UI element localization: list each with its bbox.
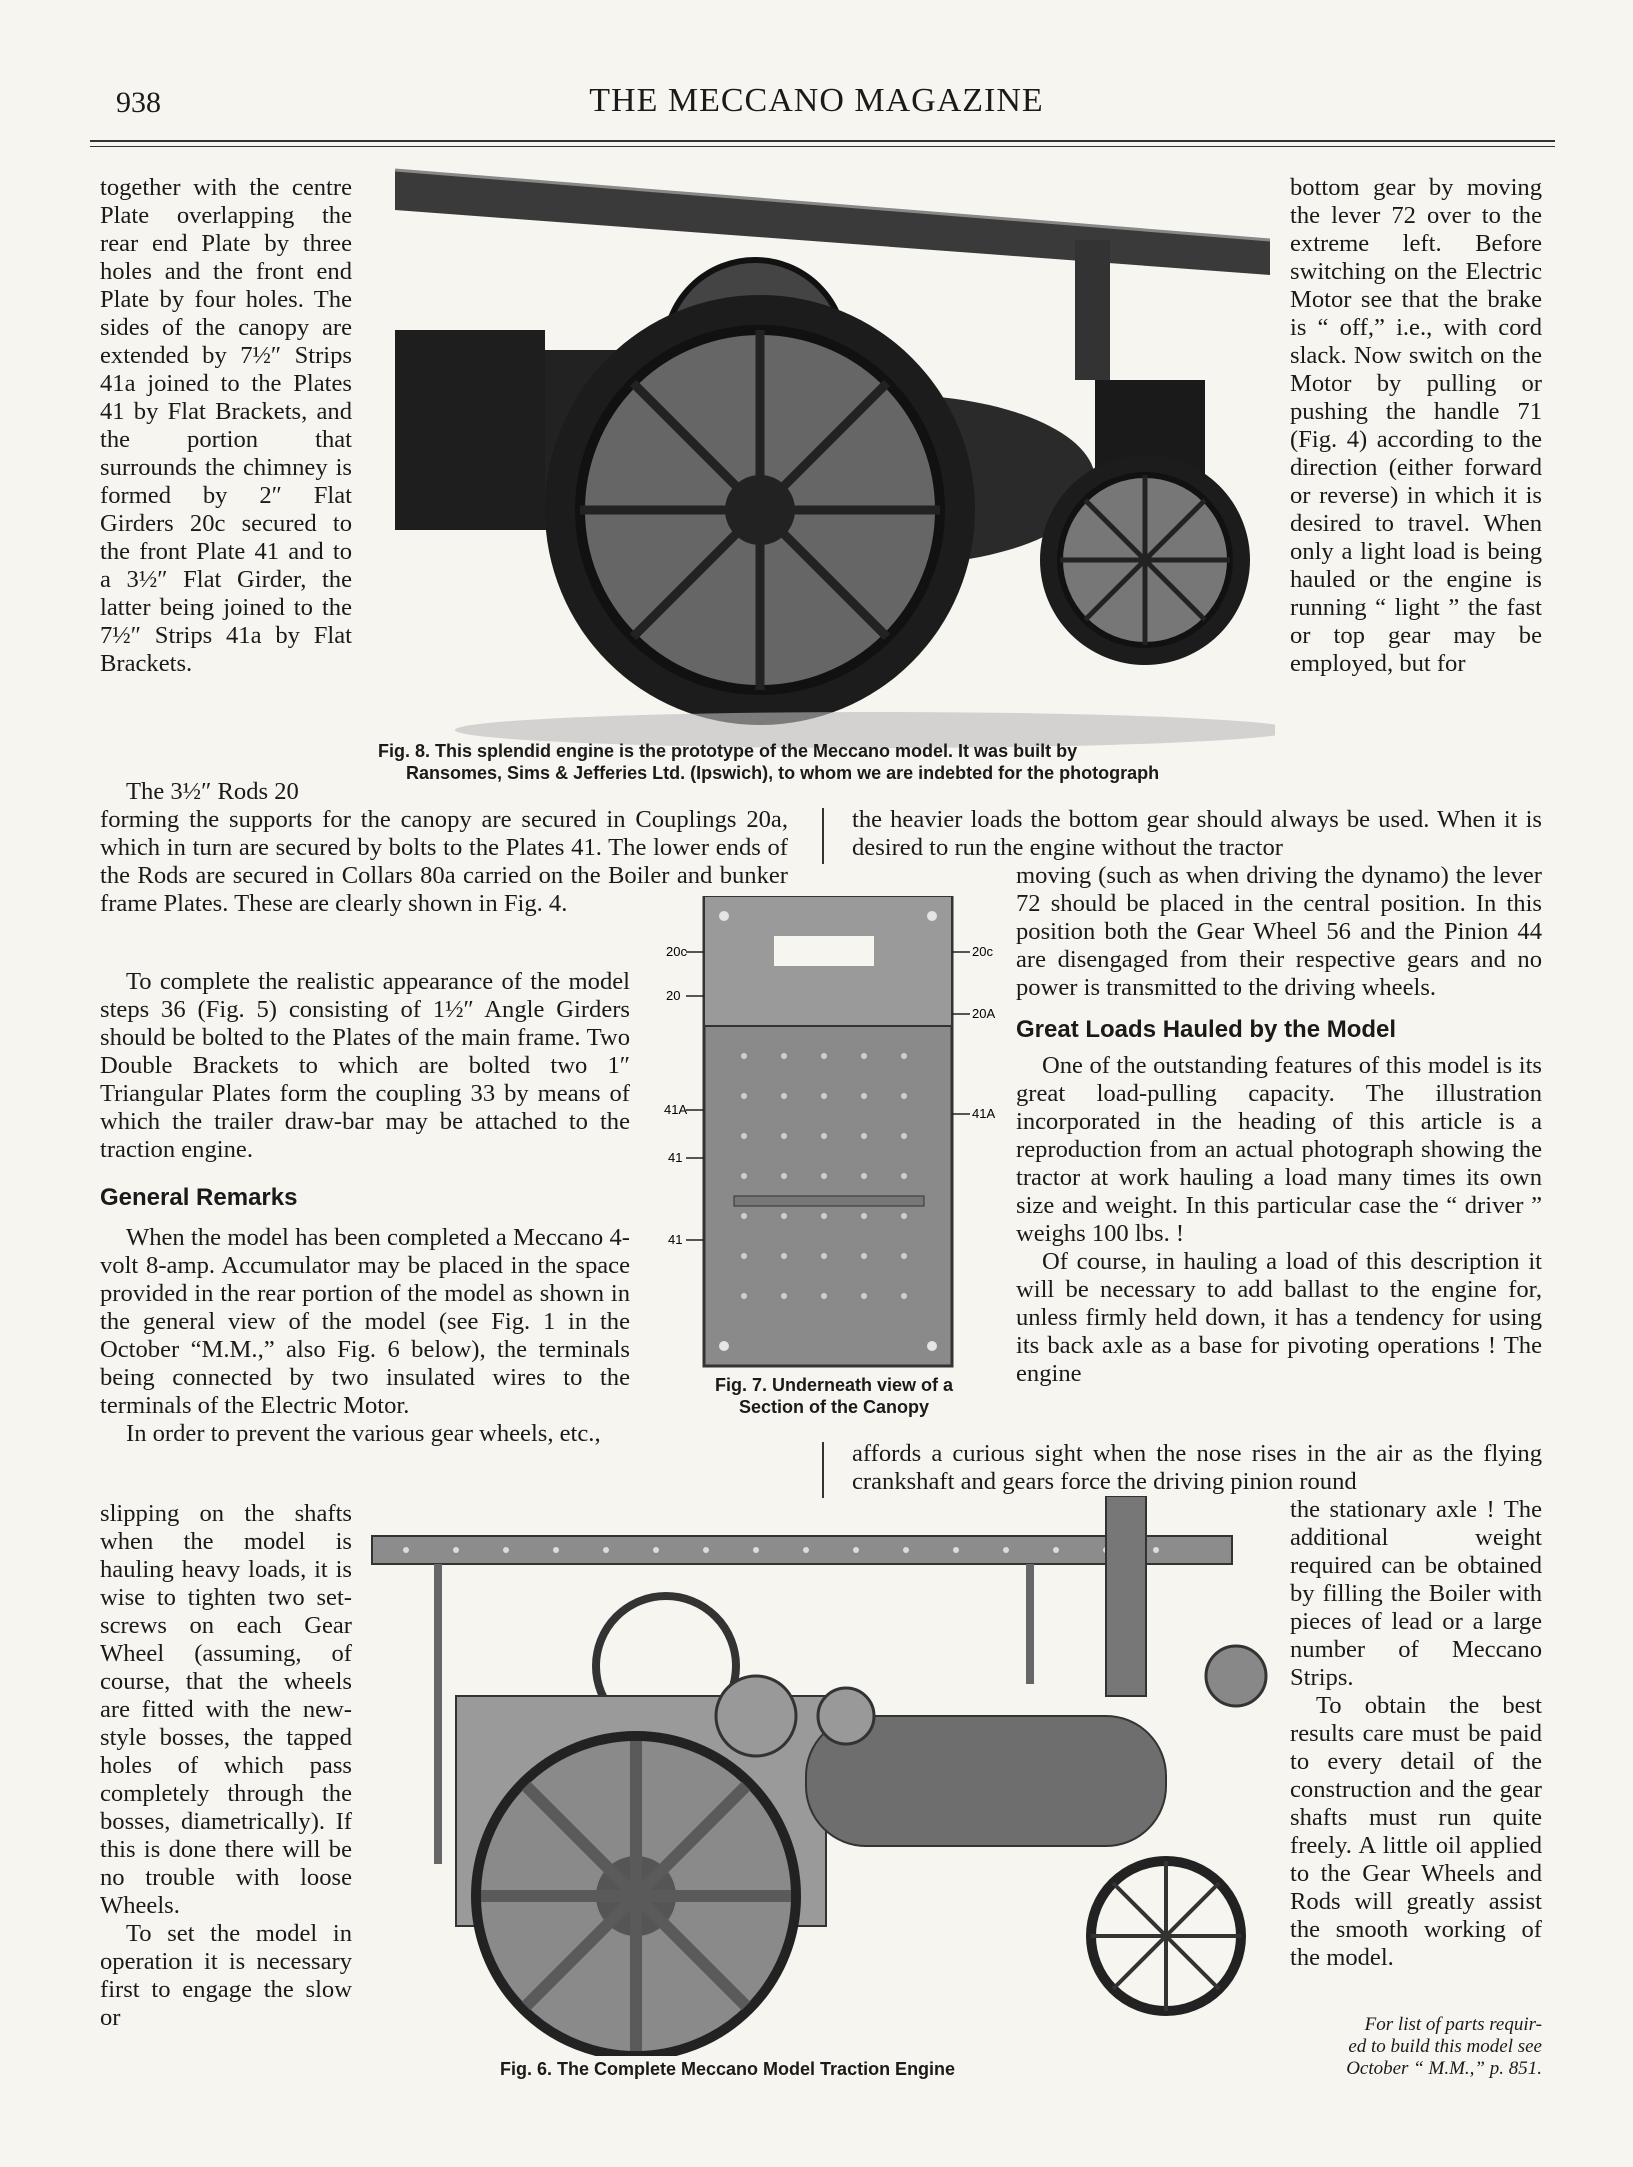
right-column-bottom (1290, 1496, 1542, 1972)
para-rods-start: The 3½″ Rods 20 (126, 778, 299, 805)
para-best-results: To obtain the best results care must be paid to every detail of the construction and the gear shafts must run quite freely. A little oil applied to the Gear Wheels and Rods will greatly assist the smooth working of the model. (1290, 1692, 1542, 1971)
fig6-meccano-model-photo (366, 1496, 1286, 2056)
heading-general-remarks: General Remarks (100, 1184, 298, 1211)
column-rule-lower (822, 1442, 824, 1498)
left-column-mid (100, 968, 630, 1448)
fig7-caption (664, 1374, 1004, 1418)
fig7-caption-line1: Fig. 7. Underneath view of a (714, 1375, 954, 1395)
left-column-bottom (100, 1500, 352, 2032)
para-dynamo: moving (such as when driving the dynamo) the lever 72 should be placed in the central position. In this position both the Gear Wheel 56 and the Pinion 44 are disengaged from their respective gears and no power is transmitted to the driving wheels. (1016, 862, 1542, 1001)
right-column-wide-top (852, 806, 1542, 862)
footnote-parts-list (1262, 2014, 1542, 2080)
fig6-caption: Fig. 6. The Complete Meccano Model Traction Engine (500, 2059, 956, 2079)
heading-great-loads: Great Loads Hauled by the Model (1016, 1016, 1397, 1043)
para-canopy-sides: together with the centre Plate overlapping the rear end Plate by three holes and the front end Plate by four holes. The sides of the canopy are extended by 7½″ Strips 41a joined to the Plates 41 by Flat Brackets, and the portion that surrounds the chimney is formed by 2″ Flat Girders 20c secured to the front Plate 41 and to a 3½″ Flat Girder, the latter being joined to the 7½″ Strips 41a by Flat Brackets. (100, 174, 352, 677)
fig7-label-20a-right: 20A (972, 1006, 996, 1021)
fig8-caption-line2: Ransomes, Sims & Jefferies Ltd. (Ipswich), to whom we are indebted for the photograph (406, 763, 1160, 783)
header-rule-thin (90, 146, 1555, 147)
fig7-caption-line2: Section of the Canopy (738, 1397, 929, 1417)
fig8-caption (378, 740, 1278, 784)
para-rods-start-wrap (100, 778, 352, 806)
para-loads: One of the outstanding features of this model is its great load-pulling capacity. The illustration incorporated in the heading of this article is a reproduction from an actual photograph showing the tractor at work hauling a load many times its own size and weight. In this particular case the “ driver ” weighs 100 lbs. ! (1016, 1052, 1542, 1247)
fig7-label-41a-left: 41A (664, 1102, 688, 1117)
para-stationary-axle: the stationary axle ! The additional weight required can be obtained by filling the Boiler with pieces of lead or a large number of Meccano Strips. (1290, 1496, 1542, 1691)
right-column-mid (1016, 862, 1542, 1388)
para-bottom-gear: bottom gear by moving the lever 72 over to the extreme left. Before switching on the Electric Motor see that the brake is “ off,” i.e., with cord slack. Now switch on the Motor by pulling or pushing the handle 71 (Fig. 4) according to the direction (either forward or reverse) in which it is desired to travel. When only a light load is being hauled or the engine is running “ light ” the fast or top gear may be employed, but for (1290, 174, 1542, 677)
fig7-canopy-section-diagram (664, 896, 1004, 1376)
footnote-line1: For list of parts requir- (1364, 2014, 1542, 2035)
column-rule-upper (822, 808, 824, 864)
para-curious-sight: affords a curious sight when the nose rises in the air as the flying crankshaft and gears force the driving pinion round (852, 1440, 1542, 1495)
header-rule (90, 140, 1555, 142)
para-general: When the model has been completed a Meccano 4-volt 8-amp. Accumulator may be placed in the space provided in the rear portion of the model as shown in the general view of the model (see Fig. 1 in the October “M.M.,” also Fig. 6 below), the terminals being connected by two insulated wires to the terminals of the Electric Motor. (100, 1224, 630, 1419)
fig7-label-20c-left: 20c (666, 944, 687, 959)
para-gears-cont: slipping on the shafts when the model is hauling heavy loads, it is wise to tighten two set-screws on each Gear Wheel (assuming, of course, that the wheels are fitted with the new-style bosses, the tapped holes of which pass completely through the bosses, diametrically). If this is done there will be no trouble with loose Wheels. (100, 1500, 352, 1919)
fig8-prototype-engine-photo (375, 150, 1275, 750)
left-column-top (100, 174, 352, 784)
footnote-line2: ed to build this model see (1348, 2036, 1542, 2057)
para-of-course: Of course, in hauling a load of this description it will be necessary to add ballast to the engine for, unless firmly held down, it has a tendency for using its back axle as a base for pivoting operations ! The engine (1016, 1248, 1542, 1387)
fig7-label-20-left: 20 (666, 988, 681, 1003)
fig8-caption-line1: Fig. 8. This splendid engine is the prototype of the Meccano model. It was built by (378, 741, 1078, 761)
fig7-label-20c-right: 20c (972, 944, 993, 959)
fig7-label-41a-right: 41A (972, 1106, 996, 1121)
magazine-title: THE MECCANO MAGAZINE (589, 82, 1044, 119)
para-set-model: To set the model in operation it is necessary first to engage the slow or (100, 1920, 352, 2031)
right-column-wide-bottom (852, 1440, 1542, 1496)
footnote-line3: October “ M.M.,” p. 851. (1346, 2058, 1542, 2079)
para-steps: To complete the realistic appearance of the model steps 36 (Fig. 5) consisting of 1½″ Angle Girders should be bolted to the Plates of the main frame. Two Double Brackets to which are bolted two 1″ Triangular Plates form the coupling 33 by means of which the trailer draw-bar may be attached to the traction engine. (100, 968, 630, 1163)
page-number: 938 (116, 86, 161, 119)
para-heavier-loads: the heavier loads the bottom gear should always be used. When it is desired to run the engine without the tractor (852, 806, 1542, 861)
right-column-top (1290, 174, 1542, 804)
fig7-label-41-left-2: 41 (668, 1232, 683, 1247)
fig7-label-41-left-1: 41 (668, 1150, 683, 1165)
para-gears-start: In order to prevent the various gear wheels, etc., (126, 1420, 601, 1447)
para-rods-cont: forming the supports for the canopy are secured in Couplings 20a, which in turn are secured by bolts to the Plates 41. The lower ends of the Rods are secured in Collars 80a carried on the Boiler and bunker frame Plates. These are clearly shown in Fig. 4. (100, 806, 788, 917)
